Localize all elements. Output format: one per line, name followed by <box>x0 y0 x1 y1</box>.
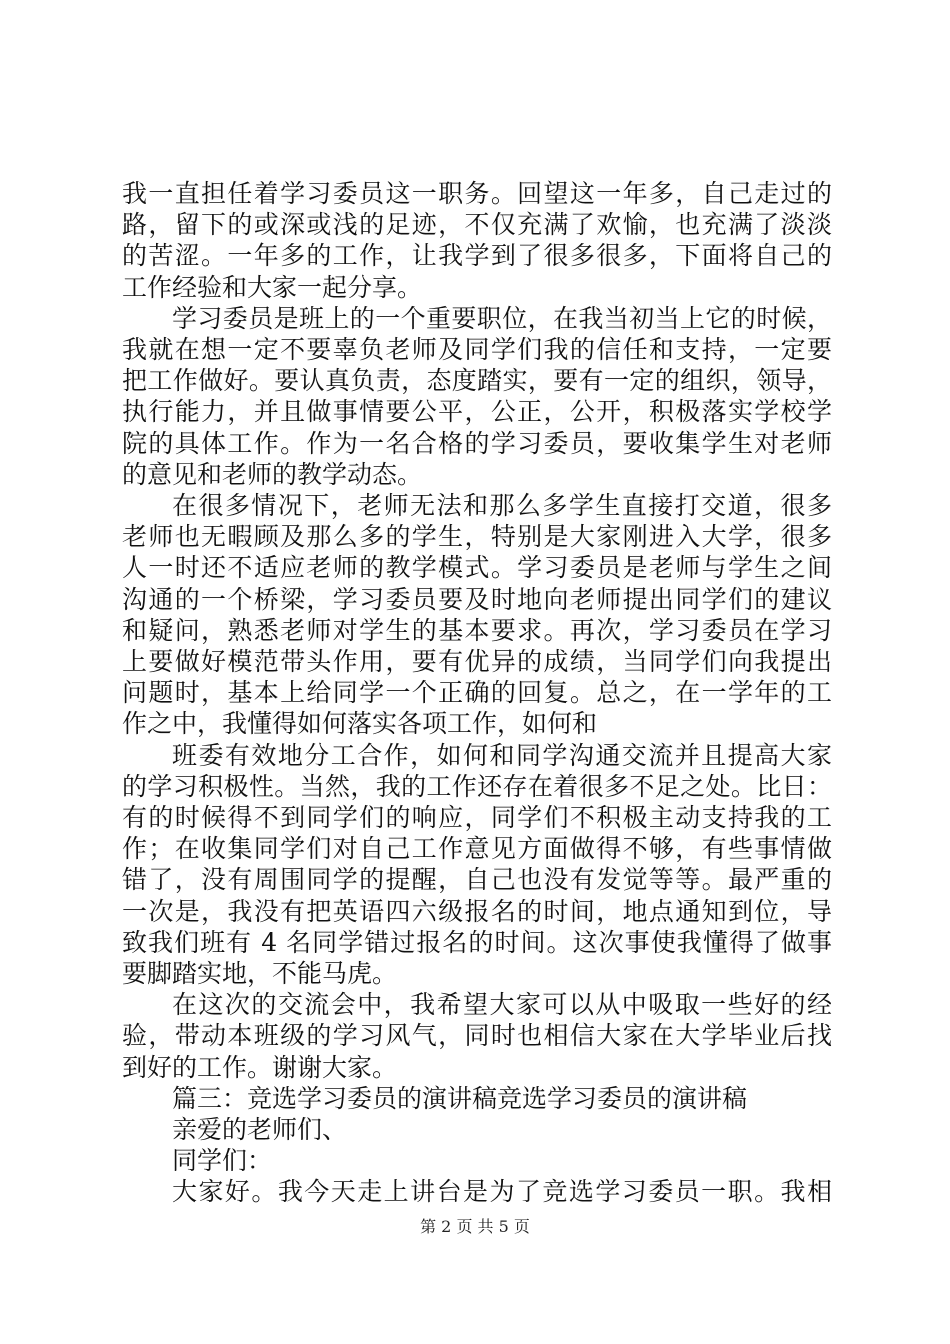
text-line: 人一时还不适应老师的教学模式。学习委员是老师与学生之间 <box>122 553 832 582</box>
salutation-line: 同学们： <box>172 1146 273 1175</box>
paragraph-first-line: 班委有效地分工合作，如何和同学沟通交流并且提高大家 <box>172 741 832 770</box>
paragraph-first-line: 学习委员是班上的一个重要职位，在我当初当上它的时候， <box>172 304 832 333</box>
text-line: 路，留下的或深或浅的足迹，不仅充满了欢愉，也充满了淡淡 <box>122 210 832 239</box>
page-footer: 第 2 页 共 5 页 <box>420 1217 530 1236</box>
text-line: 要脚踏实地，不能马虎。 <box>122 959 398 988</box>
text-line: 到好的工作。谢谢大家。 <box>122 1053 398 1082</box>
text-line: 工作经验和大家一起分享。 <box>122 273 423 302</box>
text-line: 的苦涩。一年多的工作，让我学到了很多很多，下面将自己的 <box>122 241 832 270</box>
text-line: 院的具体工作。作为一名合格的学习委员，要收集学生对老师 <box>122 429 832 458</box>
text-line: 错了，没有周围同学的提醒，自己也没有发觉等等。最严重的 <box>122 865 832 894</box>
text-line: 的意见和老师的教学动态。 <box>122 460 423 489</box>
text-line: 问题时，基本上给同学一个正确的回复。总之，在一学年的工 <box>122 678 832 707</box>
text-line: 老师也无暇顾及那么多的学生，特别是大家刚进入大学，很多 <box>122 522 832 551</box>
paragraph-first-line: 在很多情况下，老师无法和那么多学生直接打交道，很多 <box>172 491 832 520</box>
section-heading: 篇三：竞选学习委员的演讲稿竞选学习委员的演讲稿 <box>172 1084 748 1113</box>
text-line: 验，带动本班级的学习风气，同时也相信大家在大学毕业后找 <box>122 1021 832 1050</box>
text-line: 作之中，我懂得如何落实各项工作，如何和 <box>122 709 598 738</box>
text-line: 我就在想一定不要辜负老师及同学们我的信任和支持，一定要 <box>122 335 832 364</box>
text-line: 和疑问，熟悉老师对学生的基本要求。再次，学习委员在学习 <box>122 616 832 645</box>
text-line: 我一直担任着学习委员这一职务。回望这一年多，自己走过的 <box>122 179 832 208</box>
paragraph-first-line: 在这次的交流会中，我希望大家可以从中吸取一些好的经 <box>172 990 832 1019</box>
text-line: 的学习积极性。当然，我的工作还存在着很多不足之处。比日： <box>122 772 832 801</box>
text-line: 有的时候得不到同学们的响应，同学们不积极主动支持我的工 <box>122 803 832 832</box>
text-line: 执行能力，并且做事情要公平，公正，公开，积极落实学校学 <box>122 397 832 426</box>
text-line: 上要做好模范带头作用，要有优异的成绩，当同学们向我提出 <box>122 647 832 676</box>
salutation-line: 亲爱的老师们、 <box>172 1115 348 1144</box>
speech-opening-line: 大家好。我今天走上讲台是为了竞选学习委员一职。我相 <box>172 1177 832 1206</box>
text-line: 致我们班有 4 名同学错过报名的时间。这次事使我懂得了做事 <box>122 928 832 957</box>
text-line: 一次是，我没有把英语四六级报名的时间，地点通知到位，导 <box>122 897 832 926</box>
text-line: 沟通的一个桥梁，学习委员要及时地向老师提出同学们的建议 <box>122 585 832 614</box>
text-line: 作；在收集同学们对自己工作意见方面做得不够，有些事情做 <box>122 834 832 863</box>
text-line: 把工作做好。要认真负责，态度踏实，要有一定的组织，领导， <box>122 366 832 395</box>
